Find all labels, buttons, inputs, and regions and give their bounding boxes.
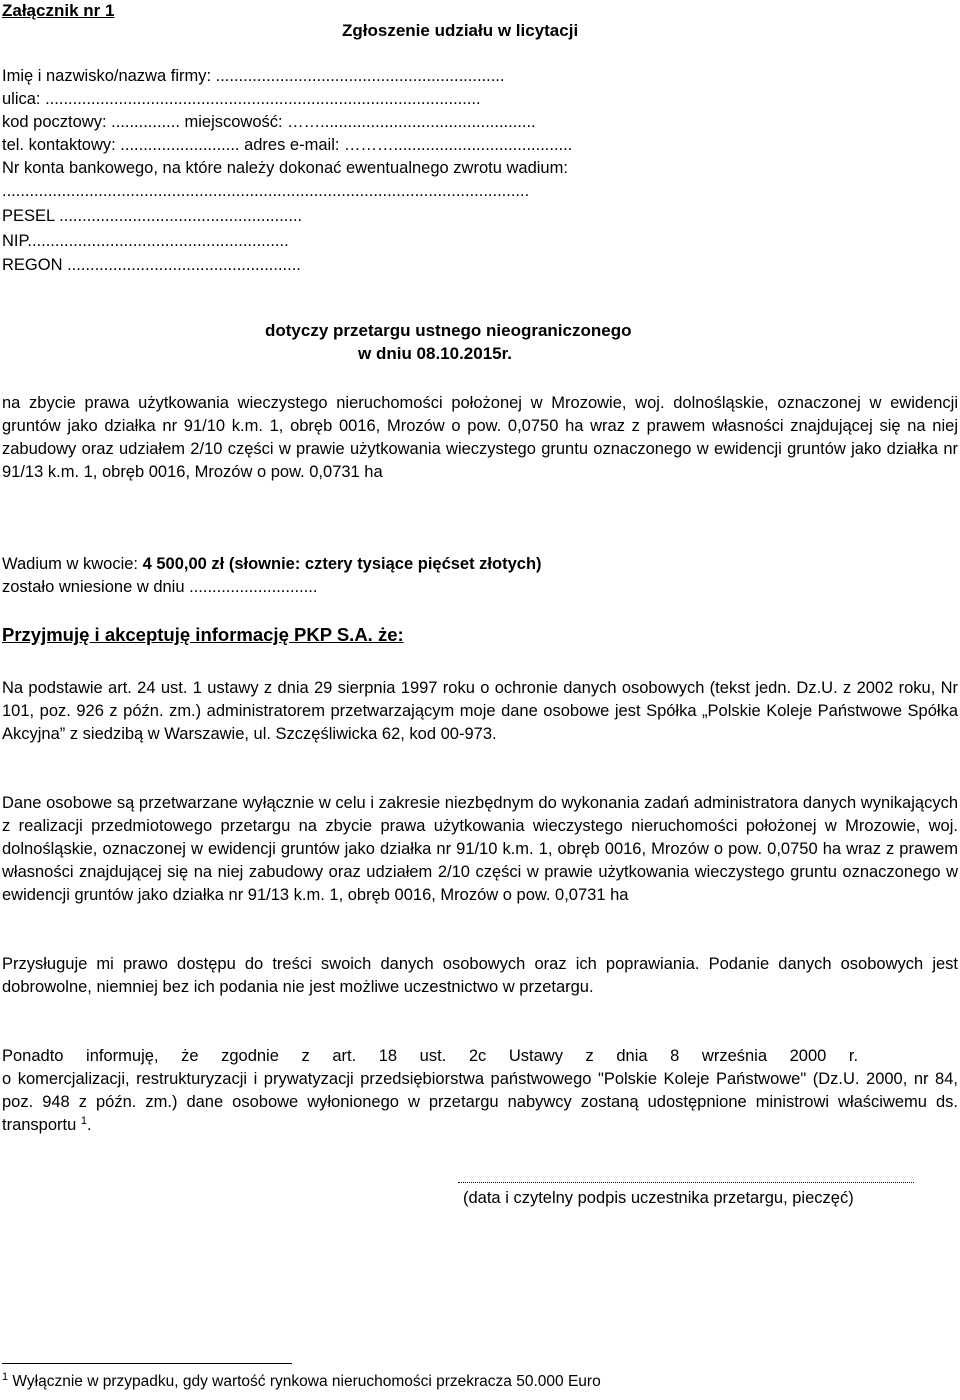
footnote-reference: 1 <box>80 1115 88 1127</box>
name-field[interactable]: Imię i nazwisko/nazwa firmy: ............................................................... <box>2 67 505 85</box>
paragraph-disclosure <box>2 1068 958 1137</box>
tender-date: w dniu 08.10.2015r. <box>358 344 513 363</box>
tender-subject: dotyczy przetargu ustnego nieograniczonego <box>265 321 632 340</box>
deposit-date-field[interactable]: zostało wniesione w dniu ............................ <box>2 578 318 596</box>
paragraph-disclosure-line1: Ponadto informuję, że zgodnie z art. 18 ust. 2c Ustawy z dnia 8 września 2000 r. <box>2 1047 859 1065</box>
bank-account-field[interactable]: ................................................................................................................... <box>2 182 530 200</box>
deposit-line <box>2 555 542 574</box>
attachment-label: Załącznik nr 1 <box>2 1 115 20</box>
paragraph-access-rights: Przysługuje mi prawo dostępu do treści swoich danych osobowych oraz ich poprawiania. Podanie danych osobowych jest dobrowolne, niemniej bez ich podania nie jest możliwe uczestnictwo w przetargu. <box>2 955 958 996</box>
nip-field[interactable]: NIP......................................................... <box>2 232 289 250</box>
deposit-amount: 4 500,00 zł (słownie: cztery tysiące pięćset złotych) <box>142 555 542 573</box>
footnote-text: Wyłącznie w przypadku, gdy wartość rynkowa nieruchomości przekracza 50.000 Euro <box>8 1373 601 1390</box>
signature-line <box>458 1182 914 1183</box>
footnote <box>2 1373 601 1391</box>
footnote-mark: 1 <box>2 1371 9 1383</box>
paragraph-legal-basis: Na podstawie art. 24 ust. 1 ustawy z dnia 29 sierpnia 1997 roku o ochronie danych osobowych (tekst jedn. Dz.U. z 2002 roku, Nr 101, poz. 926 z późn. zm.) administratorem przetwarzającym moje dane osobowe jest Spółka „Polskie Koleje Państwowe Spółka Akcyjna” z siedzibą w Warszawie, ul. Szczęśliwicka 62, kod 00-973. <box>2 679 958 743</box>
bank-account-label: Nr konta bankowego, na które należy dokonać ewentualnego zwrotu wadium: <box>2 159 568 177</box>
signature-caption: (data i czytelny podpis uczestnika przetargu, pieczęć) <box>463 1189 854 1207</box>
regon-field[interactable]: REGON ................................................... <box>2 256 301 274</box>
footnote-divider <box>2 1363 292 1364</box>
postal-city-field[interactable]: kod pocztowy: ............... miejscowość: ……............................................... <box>2 113 536 131</box>
deposit-prefix: Wadium w kwocie: <box>2 555 143 573</box>
paragraph-disclosure-end: . <box>87 1116 92 1134</box>
property-description: na zbycie prawa użytkowania wieczystego nieruchomości położonej w Mrozowie, woj. dolnośląskie, oznaczonej w ewidencji gruntów jako działka nr 91/10 k.m. 1, obręb 0016, Mrozów o pow. 0,0750 ha wraz z prawem własności znajdującej się na niej zabudowy oraz udziałem 2/10 części w prawie użytkowania wieczystego gruntu oznaczonego w ewidencji gruntów jako działka nr 91/13 k.m. 1, obręb 0016, Mrozów o pow. 0,0731 ha <box>2 394 958 481</box>
document-title: Zgłoszenie udziału w licytacji <box>342 21 579 40</box>
accept-heading: Przyjmuję i akceptuję informację PKP S.A. że: <box>2 624 404 645</box>
pesel-field[interactable]: PESEL ..................................................... <box>2 207 303 225</box>
paragraph-disclosure-text: o komercjalizacji, restrukturyzacji i prywatyzacji przedsiębiorstwa państwowego "Polskie Koleje Państwowe" (Dz.U. 2000, nr 84, poz. 948 z późn. zm.) dane osobowe wyłonionego w przetargu nabywcy zostaną udostępnione ministrowi właściwemu ds. transportu <box>2 1070 958 1134</box>
street-field[interactable]: ulica: ............................................................................................... <box>2 90 481 108</box>
paragraph-data-purpose: Dane osobowe są przetwarzane wyłącznie w celu i zakresie niezbędnym do wykonania zadań administratora danych wynikających z realizacji przedmiotowego przetargu na zbycie prawa użytkowania wieczystego nieruchomości położonej w Mrozowie, woj. dolnośląskie, oznaczonej w ewidencji gruntów jako działka nr 91/10 k.m. 1, obręb 0016, Mrozów o pow. 0,0750 ha wraz z prawem własności znajdującej się na niej zabudowy oraz udziałem 2/10 części w prawie użytkowania wieczystego gruntu oznaczonego w ewidencji gruntów jako działka nr 91/13 k.m. 1, obręb 0016, Mrozów o pow. 0,0731 ha <box>2 794 958 904</box>
phone-email-field[interactable]: tel. kontaktowy: .......................... adres e-mail: ………....................................... <box>2 136 573 154</box>
